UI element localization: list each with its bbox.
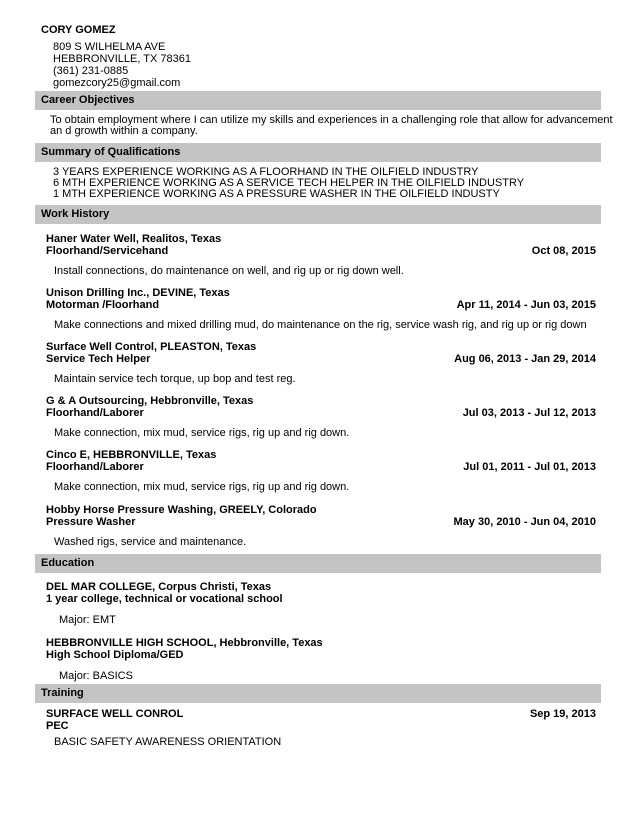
education-entry	[46, 581, 596, 626]
job-description: Install connections, do maintenance on well, and rig up or rig down well.	[54, 265, 404, 277]
training-entry	[46, 708, 596, 748]
address-line-2: HEBBRONVILLE, TX 78361	[53, 53, 191, 65]
education-major: Major: BASICS	[59, 670, 133, 682]
job-entry	[46, 233, 596, 277]
section-header-career-objectives: Career Objectives	[35, 91, 601, 110]
job-description: Make connections and mixed drilling mud, do maintenance on the rig, service wash rig, and rig up or rig down	[54, 319, 587, 331]
section-header-education: Education	[35, 554, 601, 573]
job-dates: May 30, 2010 - Jun 04, 2010	[453, 516, 596, 528]
job-entry	[46, 395, 596, 439]
job-company: Cinco E, HEBBRONVILLE, Texas	[46, 449, 217, 461]
qualification-item: 3 YEARS EXPERIENCE WORKING AS A FLOORHAND IN THE OILFIELD INDUSTRY	[53, 166, 479, 178]
career-objective-line-2: an d growth within a company.	[50, 125, 198, 137]
email-address: gomezcory25@gmail.com	[53, 77, 181, 89]
job-dates: Apr 11, 2014 - Jun 03, 2015	[456, 299, 596, 311]
training-date: Sep 19, 2013	[529, 708, 596, 720]
job-title: Motorman /Floorhand	[46, 299, 160, 311]
qualification-item: 1 MTH EXPERIENCE WORKING AS A PRESSURE WASHER IN THE OILFIELD INDUSTY	[53, 188, 500, 200]
job-company: Hobby Horse Pressure Washing, GREELY, Colorado	[46, 504, 317, 516]
section-header-work-history: Work History	[35, 205, 601, 224]
job-dates: Jul 01, 2011 - Jul 01, 2013	[463, 461, 596, 473]
training-description: BASIC SAFETY AWARENESS ORIENTATION	[54, 736, 282, 748]
job-dates: Oct 08, 2015	[531, 245, 596, 257]
contact-block	[53, 41, 191, 89]
qualification-item: 6 MTH EXPERIENCE WORKING AS A SERVICE TECH HELPER IN THE OILFIELD INDUSTRY	[53, 177, 525, 189]
career-objective-text	[50, 114, 613, 137]
training-organization: PEC	[46, 720, 69, 732]
education-degree: 1 year college, technical or vocational school	[46, 593, 283, 605]
job-dates: Jul 03, 2013 - Jul 12, 2013	[462, 407, 596, 419]
education-degree: High School Diploma/GED	[46, 649, 184, 661]
job-title: Service Tech Helper	[46, 353, 151, 365]
job-description: Make connection, mix mud, service rigs, rig up and rig down.	[54, 481, 350, 493]
job-entry	[46, 504, 596, 548]
job-description: Washed rigs, service and maintenance.	[54, 536, 247, 548]
training-name: SURFACE WELL CONROL	[46, 708, 184, 720]
education-major: Major: EMT	[59, 614, 116, 626]
education-school: HEBBRONVILLE HIGH SCHOOL, Hebbronville, Texas	[46, 637, 323, 649]
job-description: Maintain service tech torque, up bop and test reg.	[54, 373, 296, 385]
candidate-name: CORY GOMEZ	[41, 24, 116, 36]
job-title: Floorhand/Laborer	[46, 461, 144, 473]
section-header-training: Training	[35, 684, 601, 703]
phone-number: (361) 231-0885	[53, 65, 129, 77]
job-entry	[46, 449, 596, 493]
job-entry	[46, 287, 596, 331]
job-company: Haner Water Well, Realitos, Texas	[46, 233, 222, 245]
job-title: Floorhand/Servicehand	[46, 245, 169, 257]
job-company: G & A Outsourcing, Hebbronville, Texas	[46, 395, 254, 407]
address-line-1: 809 S WILHELMA AVE	[53, 41, 166, 53]
job-title: Pressure Washer	[46, 516, 136, 528]
career-objective-line-1: To obtain employment where I can utilize my skills and experiences in a challenging role that allow for advancement	[50, 114, 613, 126]
section-header-summary: Summary of Qualifications	[35, 143, 601, 162]
job-dates: Aug 06, 2013 - Jan 29, 2014	[454, 353, 596, 365]
job-title: Floorhand/Laborer	[46, 407, 144, 419]
job-description: Make connection, mix mud, service rigs, rig up and rig down.	[54, 427, 350, 439]
education-school: DEL MAR COLLEGE, Corpus Christi, Texas	[46, 581, 272, 593]
job-company: Surface Well Control, PLEASTON, Texas	[46, 341, 257, 353]
job-entry	[46, 341, 596, 385]
education-entry	[46, 637, 596, 682]
job-company: Unison Drilling Inc., DEVINE, Texas	[46, 287, 230, 299]
